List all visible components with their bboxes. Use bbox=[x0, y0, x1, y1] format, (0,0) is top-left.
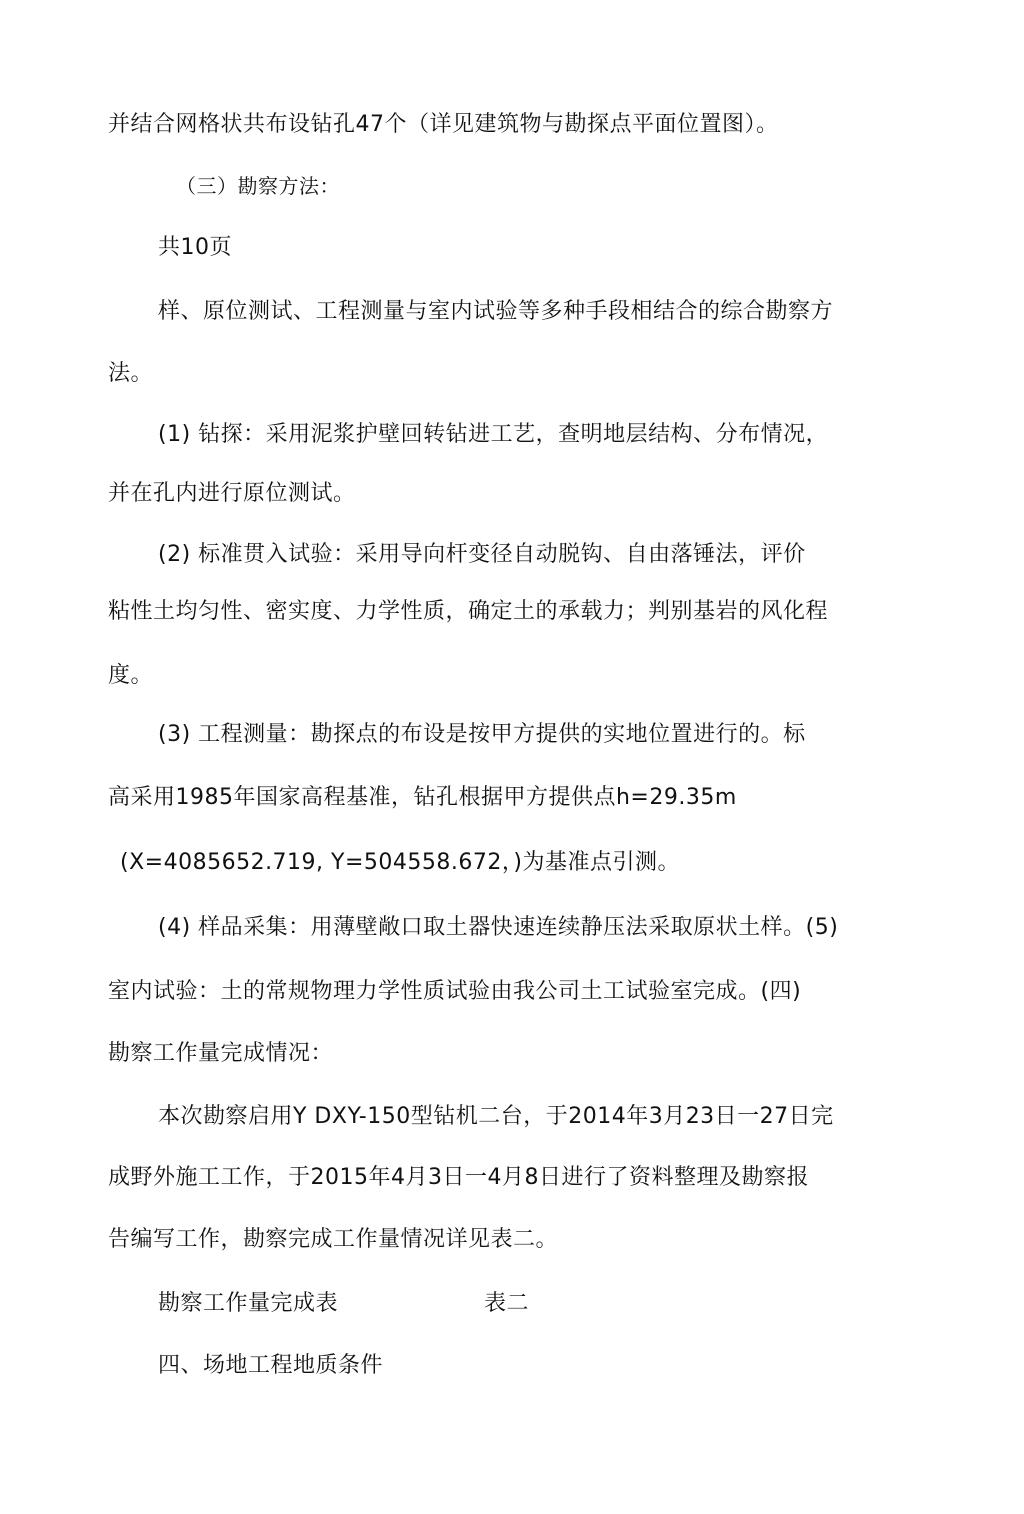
section-heading: 勘察工作量完成情况： bbox=[108, 1041, 334, 1066]
paragraph-line: (X=4085652.719, Y=504558.672，)为基准点引测。 bbox=[120, 850, 680, 875]
paragraph-line: 度。 bbox=[108, 663, 154, 688]
paragraph-line: 法。 bbox=[108, 361, 154, 386]
list-item: (3) 工程测量：勘探点的布设是按甲方提供的实地位置进行的。标 bbox=[158, 722, 806, 747]
paragraph-line: 室内试验：土的常规物理力学性质试验由我公司土工试验室完成。(四) bbox=[108, 979, 802, 1004]
paragraph-line: 样、原位测试、工程测量与室内试验等多种手段相结合的综合勘察方 bbox=[158, 299, 834, 324]
paragraph-line: 告编写工作，勘察完成工作量情况详见表二。 bbox=[108, 1227, 559, 1252]
paragraph-line: 并在孔内进行原位测试。 bbox=[108, 481, 356, 506]
paragraph-line: 并结合网格状共布设钻孔47个（详见建筑物与勘探点平面位置图）。 bbox=[108, 112, 779, 137]
table-caption: 勘察工作量完成表 bbox=[158, 1291, 339, 1316]
list-item: (1) 钻探：采用泥浆护壁回转钻进工艺，查明地层结构、分布情况， bbox=[158, 422, 829, 447]
page-count-text: 共10页 bbox=[158, 235, 232, 260]
paragraph-line: 粘性土均匀性、密实度、力学性质，确定土的承载力；判别基岩的风化程 bbox=[108, 599, 829, 624]
paragraph-line: 高采用1985年国家高程基准，钻孔根据甲方提供点h=29.35m bbox=[108, 785, 737, 810]
section-heading: （三）勘察方法： bbox=[176, 174, 340, 198]
section-heading: 四、场地工程地质条件 bbox=[158, 1353, 384, 1378]
paragraph-line: 本次勘察启用Y DXY-150型钻机二台，于2014年3月23日一27日完 bbox=[158, 1104, 834, 1129]
list-item: (2) 标准贯入试验：采用导向杆变径自动脱钩、自由落锤法，评价 bbox=[158, 542, 806, 567]
table-number: 表二 bbox=[484, 1291, 530, 1316]
paragraph-line: 成野外施工工作，于2015年4月3日一4月8日进行了资料整理及勘察报 bbox=[108, 1165, 809, 1190]
list-item: (4) 样品采集：用薄壁敞口取土器快速连续静压法采取原状土样。(5) bbox=[158, 915, 839, 940]
